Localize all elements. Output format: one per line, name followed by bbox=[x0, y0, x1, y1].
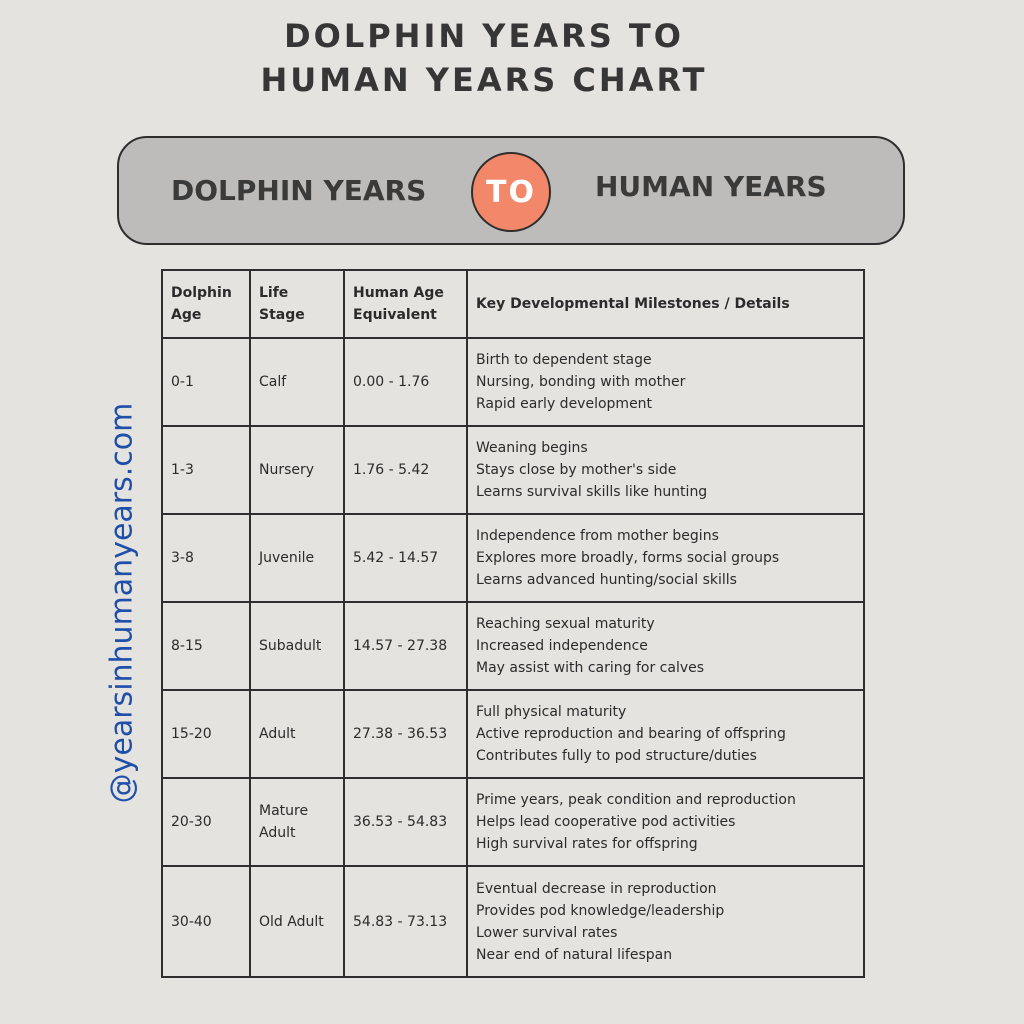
milestone-line: Increased independence bbox=[476, 638, 648, 654]
cell-life-stage: Adult bbox=[250, 690, 344, 778]
header-life-stage: Life Stage bbox=[250, 270, 344, 338]
cell-milestones bbox=[467, 778, 864, 866]
milestone-line: Weaning begins bbox=[476, 440, 588, 456]
milestone-line: Nursing, bonding with mother bbox=[476, 374, 686, 390]
header-human-age: Human Age Equivalent bbox=[344, 270, 467, 338]
milestone-line: Learns survival skills like hunting bbox=[476, 484, 708, 500]
conversion-banner bbox=[117, 136, 905, 245]
milestone-line: Prime years, peak condition and reproduction bbox=[476, 792, 796, 808]
cell-human-age: 54.83 - 73.13 bbox=[344, 866, 467, 977]
title-line-2: HUMAN YEARS CHART bbox=[260, 61, 708, 99]
banner-human-years: HUMAN YEARS bbox=[595, 170, 827, 203]
cell-milestones bbox=[467, 866, 864, 977]
milestone-line: Near end of natural lifespan bbox=[476, 946, 673, 963]
milestone-line: Provides pod knowledge/leadership bbox=[476, 902, 725, 919]
cell-life-stage: Nursery bbox=[250, 426, 344, 514]
cell-life-stage: Calf bbox=[250, 338, 344, 426]
cell-dolphin-age: 30-40 bbox=[162, 866, 250, 977]
page-title bbox=[0, 14, 968, 102]
title-line-1: DOLPHIN YEARS TO bbox=[284, 17, 684, 55]
cell-milestones bbox=[467, 426, 864, 514]
cell-dolphin-age: 0-1 bbox=[162, 338, 250, 426]
to-badge bbox=[471, 152, 551, 232]
cell-human-age: 0.00 - 1.76 bbox=[344, 338, 467, 426]
table-row bbox=[162, 690, 864, 778]
table-row bbox=[162, 514, 864, 602]
milestone-line: Reaching sexual maturity bbox=[476, 616, 655, 632]
cell-human-age: 5.42 - 14.57 bbox=[344, 514, 467, 602]
milestone-line: Contributes fully to pod structure/duties bbox=[476, 748, 757, 764]
to-badge-label: TO bbox=[486, 174, 536, 210]
cell-dolphin-age: 15-20 bbox=[162, 690, 250, 778]
banner-dolphin-years: DOLPHIN YEARS bbox=[171, 174, 427, 207]
milestone-line: Rapid early development bbox=[476, 396, 653, 412]
cell-life-stage: Mature Adult bbox=[250, 778, 344, 866]
milestone-line: Eventual decrease in reproduction bbox=[476, 880, 717, 897]
table-row bbox=[162, 778, 864, 866]
table-body bbox=[162, 338, 864, 977]
cell-life-stage: Old Adult bbox=[250, 866, 344, 977]
table-row bbox=[162, 602, 864, 690]
cell-life-stage: Subadult bbox=[250, 602, 344, 690]
milestone-line: Lower survival rates bbox=[476, 924, 618, 941]
milestone-line: Independence from mother begins bbox=[476, 528, 719, 544]
milestone-line: Stays close by mother's side bbox=[476, 462, 677, 478]
website-watermark: @yearsinhumanyears.com bbox=[104, 402, 140, 804]
milestone-line: High survival rates for offspring bbox=[476, 836, 698, 852]
milestone-line: Explores more broadly, forms social groups bbox=[476, 550, 780, 566]
cell-human-age: 27.38 - 36.53 bbox=[344, 690, 467, 778]
cell-milestones bbox=[467, 602, 864, 690]
milestone-line: May assist with caring for calves bbox=[476, 660, 705, 676]
cell-human-age: 36.53 - 54.83 bbox=[344, 778, 467, 866]
cell-human-age: 14.57 - 27.38 bbox=[344, 602, 467, 690]
cell-dolphin-age: 1-3 bbox=[162, 426, 250, 514]
milestone-line: Birth to dependent stage bbox=[476, 352, 652, 368]
header-dolphin-age: Dolphin Age bbox=[162, 270, 250, 338]
cell-dolphin-age: 8-15 bbox=[162, 602, 250, 690]
age-conversion-table bbox=[161, 269, 865, 978]
cell-dolphin-age: 20-30 bbox=[162, 778, 250, 866]
table-row bbox=[162, 338, 864, 426]
cell-dolphin-age: 3-8 bbox=[162, 514, 250, 602]
cell-milestones bbox=[467, 514, 864, 602]
milestone-line: Learns advanced hunting/social skills bbox=[476, 572, 737, 588]
milestone-line: Full physical maturity bbox=[476, 704, 627, 720]
cell-milestones bbox=[467, 338, 864, 426]
milestone-line: Helps lead cooperative pod activities bbox=[476, 814, 736, 830]
table-row bbox=[162, 426, 864, 514]
cell-life-stage: Juvenile bbox=[250, 514, 344, 602]
table-header-row bbox=[162, 270, 864, 338]
cell-milestones bbox=[467, 690, 864, 778]
table-row bbox=[162, 866, 864, 977]
cell-human-age: 1.76 - 5.42 bbox=[344, 426, 467, 514]
milestone-line: Active reproduction and bearing of offspring bbox=[476, 726, 786, 742]
header-milestones: Key Developmental Milestones / Details bbox=[467, 270, 864, 338]
